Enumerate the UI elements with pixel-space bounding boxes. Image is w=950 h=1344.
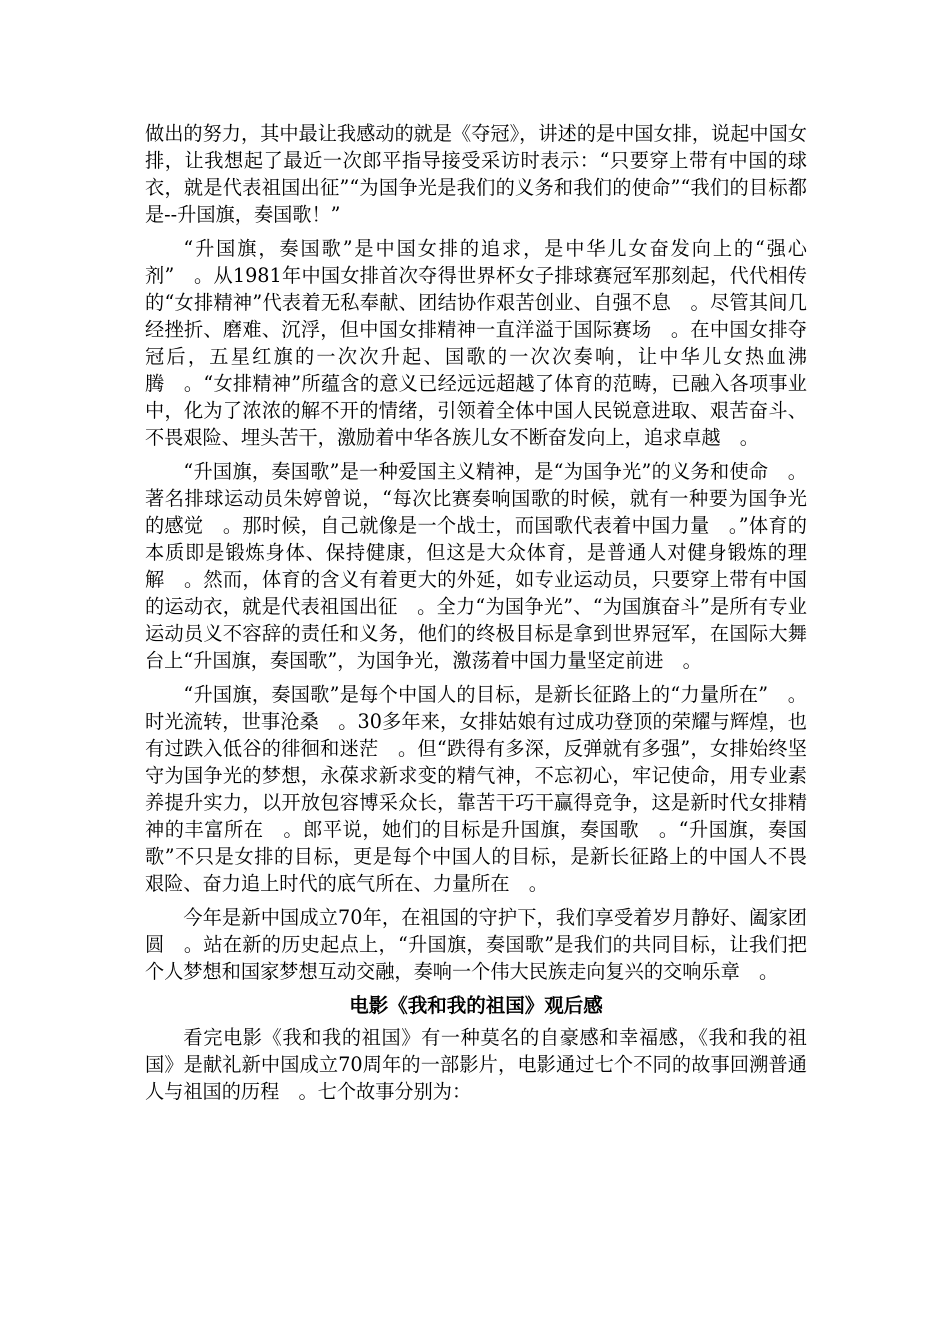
paragraph-1: 做出的努力，其中最让我感动的就是《夺冠》，讲述的是中国女排，说起中国女排，让我想起了最近一次郎平指导接受采访时表示：“只要穿上带有中国的球衣，就是代表祖国出征”“为国争光是我们的义务和我们的使命”“我们的目标都是--升国旗，奏国歌！” [145,122,807,226]
section-heading: 电影《我和我的祖国》观后感 [349,994,603,1017]
paragraph-5: 今年是新中国成立70年，在祖国的守护下，我们享受着岁月静好、阖家团圆 。站在新的历史起点上，“升国旗，奏国歌”是我们的共同目标，让我们把个人梦想和国家梦想互动交融，奏响一个伟大民族走向复兴的交响乐章 。 [145,906,807,983]
paragraph-4: “升国旗，奏国歌”是每个中国人的目标，是新长征路上的“力量所在” 。时光流转，世事沧桑 。30多年来，女排姑娘有过成功登顶的荣耀与辉煌，也有过跌入低谷的徘徊和迷茫 。但“跌得有多深，反弹就有多强”，女排始终坚守为国争光的梦想，永葆求新求变的精气神，不忘初心，牢记使命，用专业素养提升实力，以开放包容博采众长，靠苦干巧干赢得竞争，这是新时代女排精神的丰富所在 。郎平说，她们的目标是升国旗，奏国歌 。“升国旗，奏国歌”不只是女排的目标，更是每个中国人的目标，是新长征路上的中国人不畏艰险、奋力追上时代的底气所在、力量所在 。 [145,683,807,895]
document-page [145,120,807,1112]
paragraph-3: “升国旗，奏国歌”是一种爱国主义精神，是“为国争光”的义务和使命 。著名排球运动员朱婷曾说，“每次比赛奏响国歌的时候，就有一种要为国争光的感觉 。那时候，自己就像是一个战士，而国歌代表着中国力量 。”体育的本质即是锻炼身体、保持健康，但这是大众体育，是普通人对健身锻炼的理解 。然而，体育的含义有着更大的外延，如专业运动员，只要穿上带有中国的运动衣，就是代表祖国出征 。全力“为国争光”、“为国旗奋斗”是所有专业运动员义不容辞的责任和义务，他们的终极目标是拿到世界冠军，在国际大舞台上“升国旗，奏国歌”，为国争光，激荡着中国力量坚定前进 。 [145,460,807,672]
paragraph-6: 看完电影《我和我的祖国》有一种莫名的自豪感和幸福感，《我和我的祖国》是献礼新中国成立70周年的一部影片，电影通过七个不同的故事回溯普通人与祖国的历程 。七个故事分别为： [145,1026,807,1103]
paragraph-2: “升国旗，奏国歌”是中国女排的追求，是中华儿女奋发向上的“强心剂” 。从1981年中国女排首次夺得世界杯女子排球赛冠军那刻起，代代相传的“女排精神”代表着无私奉献、团结协作艰苦创业、自强不息 。尽管其间几经挫折、磨难、沉浮，但中国女排精神一直洋溢于国际赛场 。在中国女排夺冠后，五星红旗的一次次升起、国歌的一次次奏响，让中华儿女热血沸腾 。“女排精神”所蕴含的意义已经远远超越了体育的范畴，已融入各项事业中，化为了浓浓的解不开的情绪，引领着全体中国人民锐意进取、艰苦奋斗、不畏艰险、埋头苦干，激励着中华各族儿女不断奋发向上，追求卓越 。 [145,237,807,449]
